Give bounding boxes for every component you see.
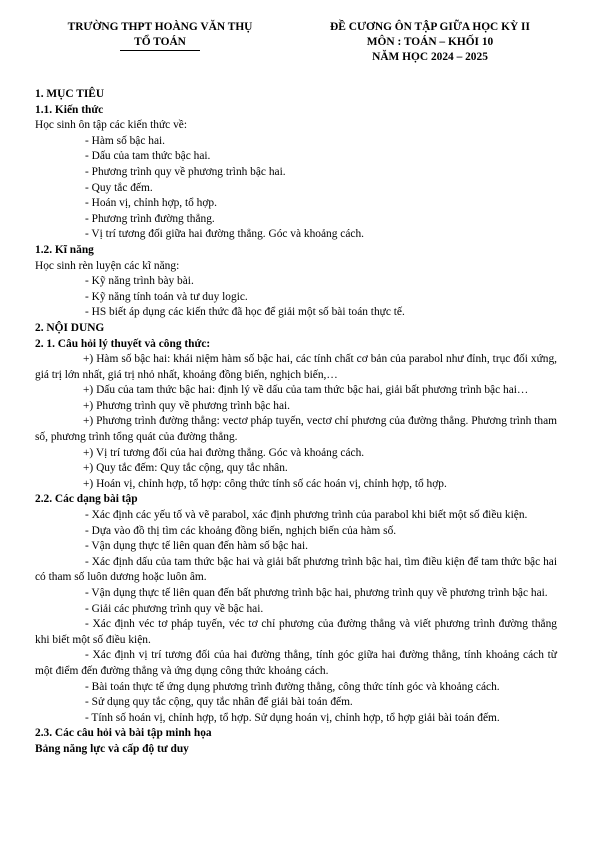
list-item: - Xác định véc tơ pháp tuyến, véc tơ chỉ phương của đường thẳng và viết phương trình đường thẳng khi biết một số điều kiện. [35, 618, 557, 646]
theory-list [35, 352, 557, 492]
list-item: - Xác định dấu của tam thức bậc hai và giải bất phương trình bậc hai, tìm điều kiện để tam thức bậc hai có tham số luôn dương hoặc luôn âm. [35, 555, 557, 584]
list-item: +) Phương trình đường thẳng: vectơ pháp tuyến, vectơ chỉ phương của đường thẳng. Phương trình tham số, phương trình tổng quát của đường thẳng. [35, 415, 557, 444]
list-item: - Hoán vị, chỉnh hợp, tổ hợp. [85, 197, 217, 210]
knowledge-list [35, 134, 557, 243]
document-body [35, 87, 557, 758]
list-item: - Quy tắc đếm. [85, 181, 153, 194]
list-item: - Phương trình đường thẳng. [85, 212, 215, 225]
list-item: - Vận dụng thực tế liên quan đến bất phương trình bậc hai, phương trình quy về phương trình bậc hai. [85, 587, 548, 599]
subject-line: MÔN : TOÁN – KHỐI 10 [366, 36, 494, 48]
list-item: +) Dấu của tam thức bậc hai: định lý về dấu của tam thức bậc hai, giải bất phương trình bậc hai… [83, 384, 529, 397]
list-item: - Vị trí tương đối giữa hai đường thẳng. Góc và khoảng cách. [85, 228, 364, 241]
skills-list [35, 274, 557, 321]
section-1-2-intro: Học sinh rèn luyện các kĩ năng: [35, 259, 180, 272]
header-underline [120, 50, 200, 51]
list-item: - Phương trình quy về phương trình bậc hai. [85, 165, 286, 178]
list-item: +) Quy tắc đếm: Quy tắc cộng, quy tắc nhân. [83, 462, 288, 475]
section-2-3-title: 2.3. Các câu hỏi và bài tập minh họa [35, 727, 212, 740]
section-2-1-title: 2. 1. Câu hỏi lý thuyết và công thức: [35, 337, 211, 350]
school-year: NĂM HỌC 2024 – 2025 [372, 51, 488, 63]
exercise-list [35, 508, 557, 726]
section-1-1-title: 1.1. Kiến thức [35, 103, 104, 116]
section-1-2-title: 1.2. Kĩ năng [35, 243, 94, 256]
header-left [55, 20, 265, 51]
section-1-1-intro: Học sinh ôn tập các kiến thức về: [35, 119, 187, 132]
list-item: - Dấu của tam thức bậc hai. [85, 150, 211, 163]
list-item: - Kỹ năng trình bày bài. [85, 275, 194, 288]
list-item: - Giải các phương trình quy về bậc hai. [85, 602, 264, 615]
list-item: +) Vị trí tương đối của hai đường thẳng. Góc và khoảng cách. [83, 446, 365, 459]
list-item: - Xác định vị trí tương đối của hai đường thẳng, tính góc giữa hai đường thẳng, tính khoảng cách từ một điểm đến đường thẳng và ứng dụng công thức khoảng cách. [35, 649, 557, 677]
section-1-title: 1. MỤC TIÊU [35, 88, 105, 100]
list-item: - Xác định các yếu tố và vẽ parabol, xác định phương trình của parabol khi biết một số điều kiện. [85, 509, 528, 522]
list-item: +) Phương trình quy về phương trình bậc hai. [83, 399, 291, 412]
list-item: +) Hoán vị, chỉnh hợp, tổ hợp: công thức tính số các hoán vị, chỉnh hợp, tổ hợp. [83, 477, 447, 490]
list-item: +) Hàm số bậc hai: khái niệm hàm số bậc hai, các tính chất cơ bản của parabol như đỉnh, trục đối xứng, giá trị lớn nhất, giá trị nhỏ nhất, khoảng đồng biến, nghịch biến,… [35, 353, 557, 381]
list-item: - Tính số hoán vị, chỉnh hợp, tổ hợp. Sử dụng hoán vị, chỉnh hợp, tổ hợp giải bài toán đếm. [85, 711, 500, 724]
school-name: TRƯỜNG THPT HOÀNG VĂN THỤ [67, 21, 253, 33]
list-item: - Vận dụng thực tế liên quan đến hàm số bậc hai. [85, 540, 308, 553]
list-item: - Hàm số bậc hai. [85, 134, 166, 147]
document-title: ĐỀ CƯƠNG ÔN TẬP GIỮA HỌC KỲ II [330, 21, 530, 33]
list-item: - HS biết áp dụng các kiến thức đã học để giải một số bài toán thực tế. [85, 306, 405, 319]
list-item: - Kỹ năng tính toán và tư duy logic. [85, 290, 248, 303]
section-2-2-title: 2.2. Các dạng bài tập [35, 493, 138, 506]
list-item: - Sử dụng quy tắc cộng, quy tắc nhân để giải bài toán đếm. [85, 696, 353, 709]
list-item: - Dựa vào đồ thị tìm các khoảng đồng biến, nghịch biến của hàm số. [85, 524, 397, 537]
header-right [300, 20, 560, 65]
list-item: - Bài toán thực tế ứng dụng phương trình đường thẳng, công thức tính góc và khoảng cách. [85, 680, 500, 693]
section-2-title: 2. NỘI DUNG [35, 321, 105, 334]
table-caption: Bảng năng lực và cấp độ tư duy [35, 742, 189, 755]
department-name: TỔ TOÁN [134, 36, 186, 48]
